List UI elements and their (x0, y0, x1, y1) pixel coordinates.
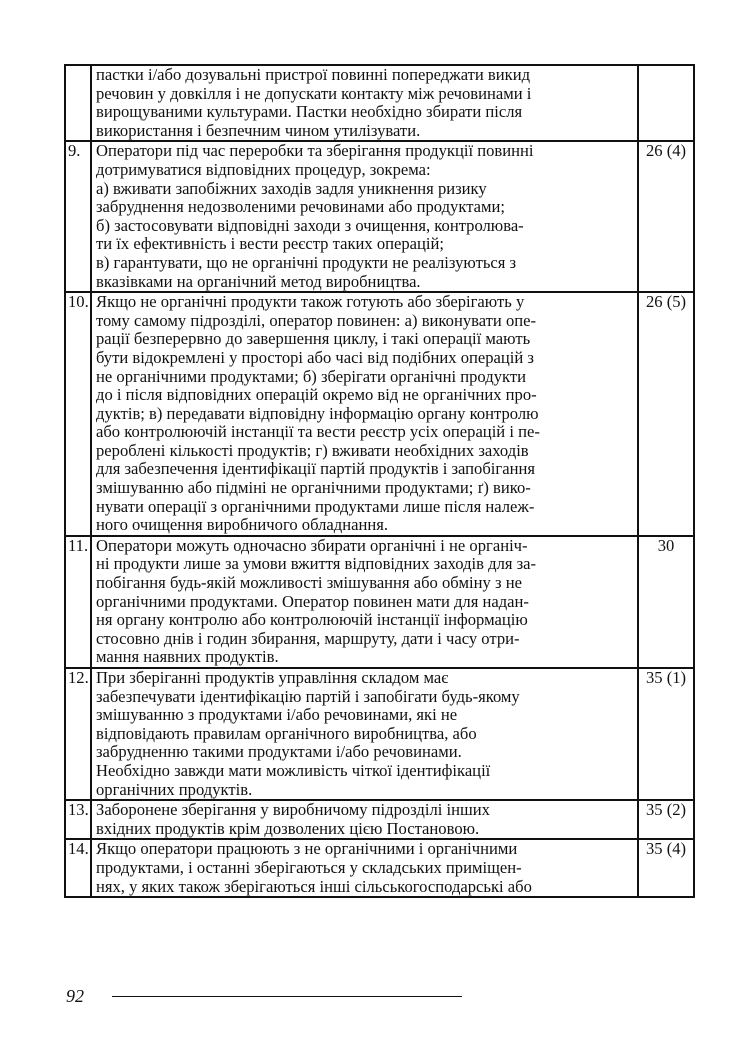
text-line: рації безперервно до завершення циклу, і такі операції мають (96, 330, 531, 349)
text-line: Необхідно завжди мати можливість чіткої ідентифікації (96, 761, 491, 780)
text-line: дотримуватися відповідних процедур, зокрема: (96, 160, 431, 179)
row-number: 11. (65, 536, 91, 668)
text-line: Якщо оператори працюють з не органічними і органічними (96, 840, 518, 859)
text-line: Оператори можуть одночасно збирати органічні і не органіч- (96, 536, 528, 555)
row-number: 10. (65, 292, 91, 536)
text-line: пастки і/або дозувальні пристрої повинні попереджати викид (96, 66, 531, 84)
table-row (65, 839, 694, 897)
text-line: нувати операції з органічними продуктами лише після належ- (96, 497, 535, 516)
text-line: дуктів; в) передавати відповідну інформацію органу контролю (96, 404, 539, 423)
text-line: стосовно днів і годин збирання, маршруту, дати і часу отри- (96, 629, 520, 648)
table-row (65, 292, 694, 536)
text-line: побігання будь-якій можливості змішування або обміну з не (96, 574, 522, 593)
text-line: продуктами, і останні зберігаються у складських приміщен- (96, 858, 522, 877)
text-line: б) застосовувати відповідні заходи з очищення, контролюва- (96, 216, 524, 235)
text-line: ного очищення виробничого обладнання. (96, 516, 388, 535)
text-line: забезпечувати ідентифікацію партій і запобігати будь-якому (96, 687, 520, 706)
row-number: 13. (65, 800, 91, 839)
text-line: змішуванню з продуктами і/або речовинами, які не (96, 706, 458, 725)
article-reference: 26 (4) (638, 141, 694, 292)
text-line: ня органу контролю або контролюючій інстанції інформацію (96, 611, 528, 630)
text-line: органічними продуктами. Оператор повинен мати для надан- (96, 592, 529, 611)
text-line: Якщо не органічні продукти також готують або зберігають у (96, 293, 525, 312)
text-line: мання наявних продуктів. (96, 648, 279, 667)
text-line: ні продукти лише за умови вжиття відповідних заходів для за- (96, 555, 537, 574)
text-line: Оператори під час переробки та зберігання продукції повинні (96, 142, 534, 161)
text-line: змішуванню або підміні не органічними продуктами; ґ) вико- (96, 479, 531, 498)
text-line: речовин у довкілля і не допускати контакту між речовинами і (96, 84, 532, 103)
row-number: 12. (65, 668, 91, 800)
table-row (65, 800, 694, 839)
text-line: Заборонене зберігання у виробничому підрозділі інших (96, 801, 490, 820)
article-reference: 35 (2) (638, 800, 694, 839)
text-line: забрудненню такими продуктами і/або речовинами. (96, 743, 462, 762)
text-line: або контролюючій інстанції та вести реєстр усіх операцій і пе- (96, 423, 540, 442)
text-line: відповідають правилам органічного виробництва, або (96, 724, 477, 743)
article-reference: 35 (4) (638, 839, 694, 897)
article-reference: 26 (5) (638, 292, 694, 536)
table-row (65, 141, 694, 292)
table-row (65, 536, 694, 668)
text-line: до і після відповідних операцій окремо від не органічних про- (96, 386, 537, 405)
table-row (65, 65, 694, 141)
article-reference: 35 (1) (638, 668, 694, 800)
text-line: вказівками на органічний метод виробництва. (96, 272, 421, 291)
text-line: рероблені кількості продуктів; г) вживати необхідних заходів (96, 441, 529, 460)
regulations-table (64, 64, 695, 898)
text-line: органічних продуктів. (96, 780, 253, 799)
text-line: бути відокремлені у просторі або часі від подібних операцій з (96, 348, 534, 367)
article-reference (638, 65, 694, 141)
row-text (91, 668, 638, 800)
row-text (91, 839, 638, 897)
row-text (91, 141, 638, 292)
text-line: а) вживати запобіжних заходів задля уникнення ризику (96, 179, 487, 198)
row-number (65, 65, 91, 141)
text-line: вирощуваними культурами. Пастки необхідно збирати після (96, 103, 523, 122)
text-line: тому самому підрозділі, оператор повинен: а) виконувати опе- (96, 311, 537, 330)
table-row (65, 668, 694, 800)
row-text (91, 536, 638, 668)
row-text (91, 292, 638, 536)
text-line: вхідних продуктів крім дозволених цією Постановою. (96, 819, 480, 838)
row-number: 14. (65, 839, 91, 897)
text-line: в) гарантувати, що не органічні продукти не реалізуються з (96, 253, 517, 272)
row-number: 9. (65, 141, 91, 292)
footer-rule (112, 996, 462, 997)
page-number: 92 (66, 986, 84, 1006)
table-body (65, 65, 694, 897)
row-text (91, 65, 638, 141)
text-line: нях, у яких також зберігаються інші сільськогосподарські або (96, 877, 532, 896)
text-line: забруднення недозволеними речовинами або продуктами; (96, 198, 506, 217)
article-reference: 30 (638, 536, 694, 668)
text-line: не органічними продуктами; б) зберігати органічні продукти (96, 367, 526, 386)
text-line: ти їх ефективність і вести реєстр таких операцій; (96, 235, 445, 254)
text-line: При зберіганні продуктів управління складом має (96, 669, 449, 687)
text-line: використання і безпечним чином утилізувати. (96, 121, 421, 140)
text-line: для забезпечення ідентифікації партій продуктів і запобігання (96, 460, 535, 479)
row-text (91, 800, 638, 839)
